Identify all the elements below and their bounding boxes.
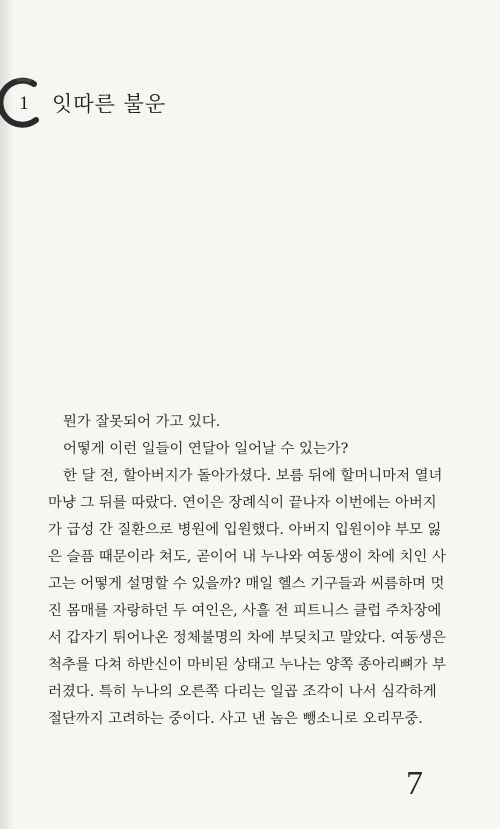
paragraph-3-line: 서 갑자기 튀어나온 정체불명의 차에 부딪치고 말았다. 여동생은 xyxy=(48,630,447,646)
paragraph-3-line: 진 몸매를 자랑하던 두 여인은, 사흘 전 피트니스 클럽 주차장에 xyxy=(48,603,442,619)
chapter-title: 잇따른 불운 xyxy=(52,92,167,116)
paragraph-3-line: 가 급성 간 질환으로 병원에 입원했다. 아버지 입원이야 부모 잃 xyxy=(48,522,442,538)
paragraph-3-line: 고는 어떻게 설명할 수 있을까? 매일 헬스 기구들과 씨름하며 멋 xyxy=(48,576,445,592)
paragraph-3-line: 한 달 전, 할아버지가 돌아가셨다. 보름 뒤에 할머니마저 열녀 xyxy=(63,468,443,484)
page-number: 7 xyxy=(406,765,423,802)
paragraph-3-line: 러졌다. 특히 누나의 오른쪽 다리는 일곱 조각이 나서 심각하게 xyxy=(48,684,437,700)
paragraph-3-line: 마냥 그 뒤를 따랐다. 연이은 장례식이 끝나자 이번에는 아버지 xyxy=(48,495,437,511)
paragraph-3-line: 척추를 다쳐 하반신이 마비된 상태고 누나는 양쪽 종아리뼈가 부 xyxy=(48,657,447,673)
paragraph-2: 어떻게 이런 일들이 연달아 일어날 수 있는가? xyxy=(63,441,349,457)
paragraph-1: 뭔가 잘못되어 가고 있다. xyxy=(63,414,221,430)
paragraph-3-line: 절단까지 고려하는 중이다. 사고 낸 놈은 뺑소니로 오리무중. xyxy=(48,711,423,727)
chapter-number: 1 xyxy=(19,93,29,114)
paragraph-3 xyxy=(48,463,446,733)
body-text xyxy=(48,409,446,733)
paragraph-3-line: 은 슬픔 때문이라 쳐도, 곧이어 내 누나와 여동생이 차에 치인 사 xyxy=(48,549,446,565)
